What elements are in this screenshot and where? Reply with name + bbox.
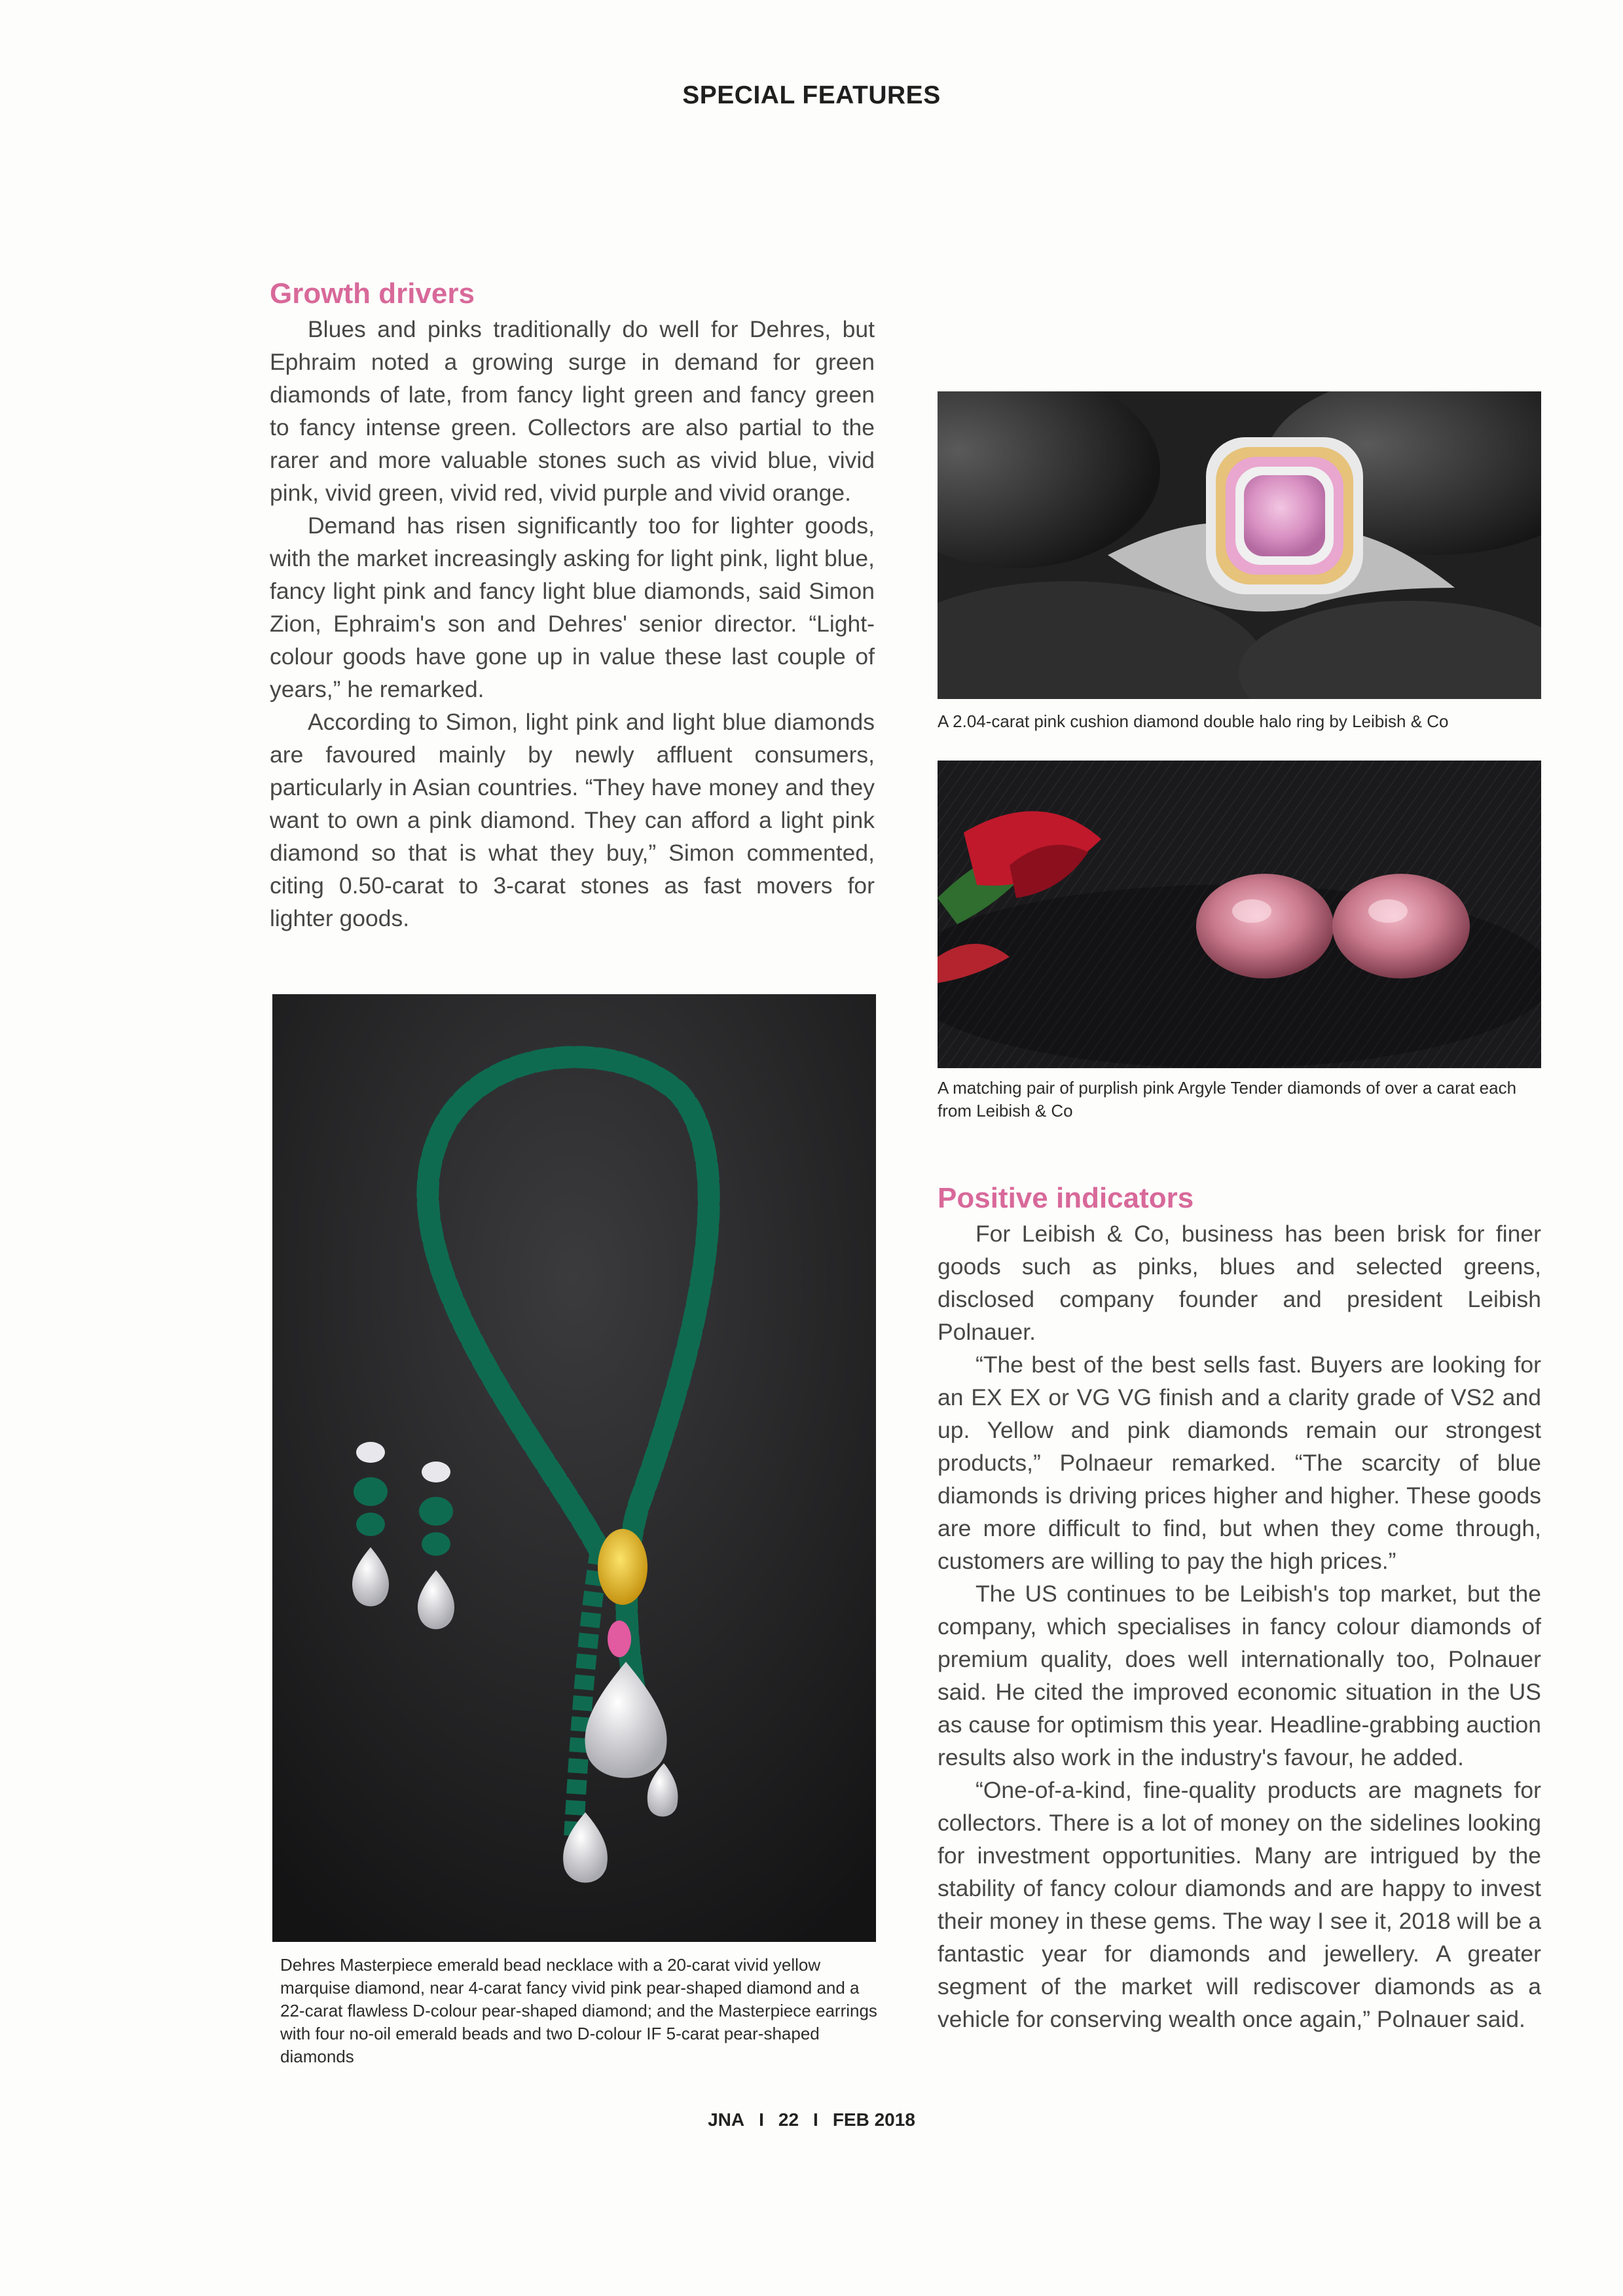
- footer-issue: FEB 2018: [832, 2109, 915, 2130]
- growth-drivers-body: [270, 313, 875, 935]
- diamond-pair-photo: [938, 761, 1541, 1068]
- growth-drivers-section: [270, 278, 875, 935]
- necklace-caption: Dehres Masterpiece emerald bead necklace with a 20-carat vivid yellow marquise diamond, near 4-carat fancy vivid pink pear-shaped diamond and a 22-carat flawless D-colour pear-shaped diamond; and the Masterpiece earrings with four no-oil emerald beads and two D-colour IF 5-carat pear-shaped diamonds: [280, 1955, 877, 2066]
- footer-magazine: JNA: [708, 2109, 745, 2130]
- ring-photo: [938, 391, 1541, 699]
- positive-indicators-body: [938, 1217, 1541, 2036]
- positive-indicators-heading: Positive indicators: [938, 1182, 1194, 1214]
- ring-caption: A 2.04-carat pink cushion diamond double halo ring by Leibish & Co: [938, 711, 1449, 731]
- growth-paragraph-2: Demand has risen significantly too for lighter goods, with the market increasingly asking for light pink, light blue, fancy light pink and fancy light blue diamonds, said Simon Zion, Ephraim's son and Dehres' senior director. “Light-colour goods have gone up in value these last couple of years,” he remarked.: [270, 512, 875, 702]
- diamond-pair-caption: A matching pair of purplish pink Argyle Tender diamonds of over a carat each from Leibish & Co: [938, 1078, 1517, 1121]
- growth-paragraph-3: According to Simon, light pink and light blue diamonds are favoured mainly by newly affluent consumers, particularly in Asian countries. “They have money and they want to own a pink diamond. They can afford a light pink diamond so that is what they buy,” Simon commented, citing 0.50-carat to 3-carat stones as fast movers for lighter goods.: [270, 709, 875, 931]
- positive-indicators-section: [938, 1182, 1541, 2036]
- footer-page-number: 22: [778, 2109, 799, 2130]
- positive-paragraph-3: The US continues to be Leibish's top market, but the company, which specialises in fancy colour diamonds of premium quality, does well internationally too, Polnauer said. He cited the improved economic situation in the US as cause for optimism this year. Headline-grabbing auction results also work in the industry's favour, he added.: [938, 1581, 1541, 1770]
- section-label: SPECIAL FEATURES: [682, 81, 941, 109]
- positive-paragraph-1: For Leibish & Co, business has been brisk for finer goods such as pinks, blues and selected greens, disclosed company founder and president Leibish Polnauer.: [938, 1221, 1541, 1345]
- positive-paragraph-4: “One-of-a-kind, fine-quality products are magnets for collectors. There is a lot of money on the sidelines looking for investment opportunities. Many are intrigued by the stability of fancy colour diamonds and are happy to invest their money in these gems. The way I see it, 2018 will be a fantastic year for diamonds and jewellery. A greater segment of the market will rediscover diamonds as a vehicle for conserving wealth once again,” Polnauer said.: [938, 1777, 1541, 2032]
- positive-paragraph-2: “The best of the best sells fast. Buyers are looking for an EX EX or VG VG finish and a clarity grade of VS2 and up. Yellow and pink diamonds remain our strongest products,” Polnaeur remarked. “The scarcity of blue diamonds is driving prices higher and higher. These goods are more difficult to find, but when they come through, customers are willing to pay the high prices.”: [938, 1352, 1541, 1574]
- growth-paragraph-1: Blues and pinks traditionally do well for Dehres, but Ephraim noted a growing surge in demand for green diamonds of late, from fancy light green and fancy green to fancy intense green. Collectors are also partial to the rarer and more valuable stones such as vivid blue, vivid pink, vivid green, vivid red, vivid purple and vivid orange.: [270, 316, 875, 506]
- page-footer: JNA I 22 I FEB 2018: [708, 2109, 915, 2130]
- necklace-photo: [272, 994, 876, 1942]
- growth-drivers-heading: Growth drivers: [270, 278, 475, 310]
